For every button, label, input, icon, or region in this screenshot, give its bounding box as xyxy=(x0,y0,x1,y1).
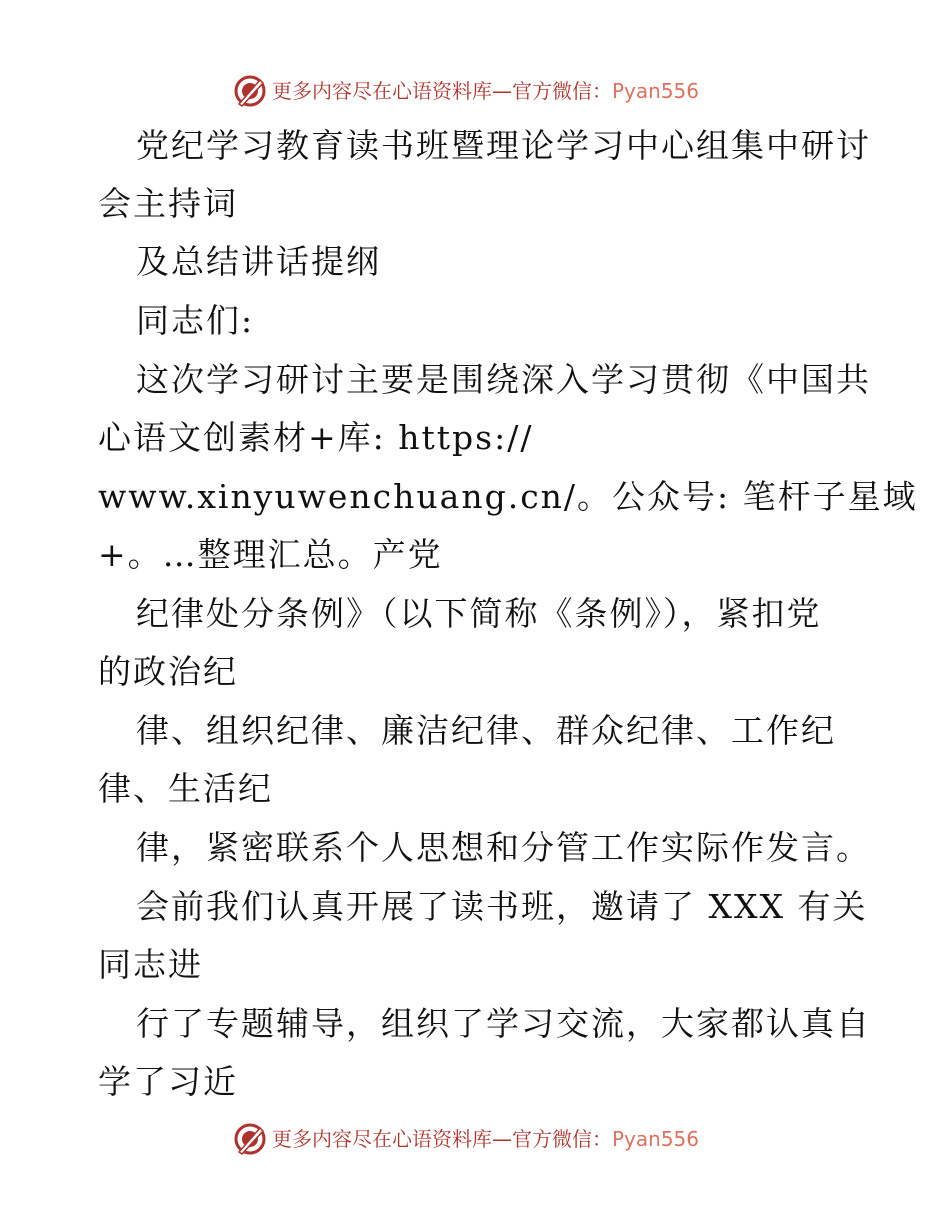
paragraph-line: 律，紧密联系个人思想和分管工作实际作发言。 xyxy=(136,828,871,867)
document-subtitle-line: 及总结讲话提纲 xyxy=(136,242,381,281)
paragraph-line: 律、生活纪 xyxy=(98,769,273,808)
paragraph-line: 学了习近 xyxy=(98,1062,238,1101)
watermark-text xyxy=(272,78,699,104)
pen-logo-icon xyxy=(233,74,267,108)
salutation-line: 同志们: xyxy=(136,301,255,340)
pen-logo-icon xyxy=(233,1122,267,1156)
watermark-wechat-id: Pyan556 xyxy=(612,1127,700,1151)
paragraph-line: 纪律处分条例》（以下简称《条例》），紧扣党 xyxy=(136,594,822,633)
paragraph-line: +。…整理汇总。产党 xyxy=(98,535,443,574)
paragraph-line: 心语文创素材+库: https:// xyxy=(98,418,534,457)
document-title-line: 党纪学习教育读书班暨理论学习中心组集中研讨 xyxy=(136,126,871,165)
paragraph-line: 同志进 xyxy=(98,945,203,984)
paragraph-line: www.xinyuwenchuang.cn/。公众号: 笔杆子星域 xyxy=(98,477,918,516)
header-watermark-banner xyxy=(0,72,950,112)
footer-watermark-banner xyxy=(0,1120,950,1160)
paragraph-line: 行了专题辅导，组织了学习交流，大家都认真自 xyxy=(136,1004,871,1043)
watermark-caption: 更多内容尽在心语资料库—官方微信： xyxy=(272,1127,612,1151)
paragraph-line: 的政治纪 xyxy=(98,652,238,691)
watermark-caption: 更多内容尽在心语资料库—官方微信： xyxy=(272,79,612,103)
paragraph-line: 律、组织纪律、廉洁纪律、群众纪律、工作纪 xyxy=(136,711,836,750)
paragraph-line: 会前我们认真开展了读书班，邀请了 XXX 有关 xyxy=(136,887,868,926)
watermark-wechat-id: Pyan556 xyxy=(612,79,700,103)
paragraph-line: 这次学习研讨主要是围绕深入学习贯彻《中国共 xyxy=(136,360,871,399)
watermark-text xyxy=(272,1126,699,1152)
document-title-line: 会主持词 xyxy=(98,184,238,223)
